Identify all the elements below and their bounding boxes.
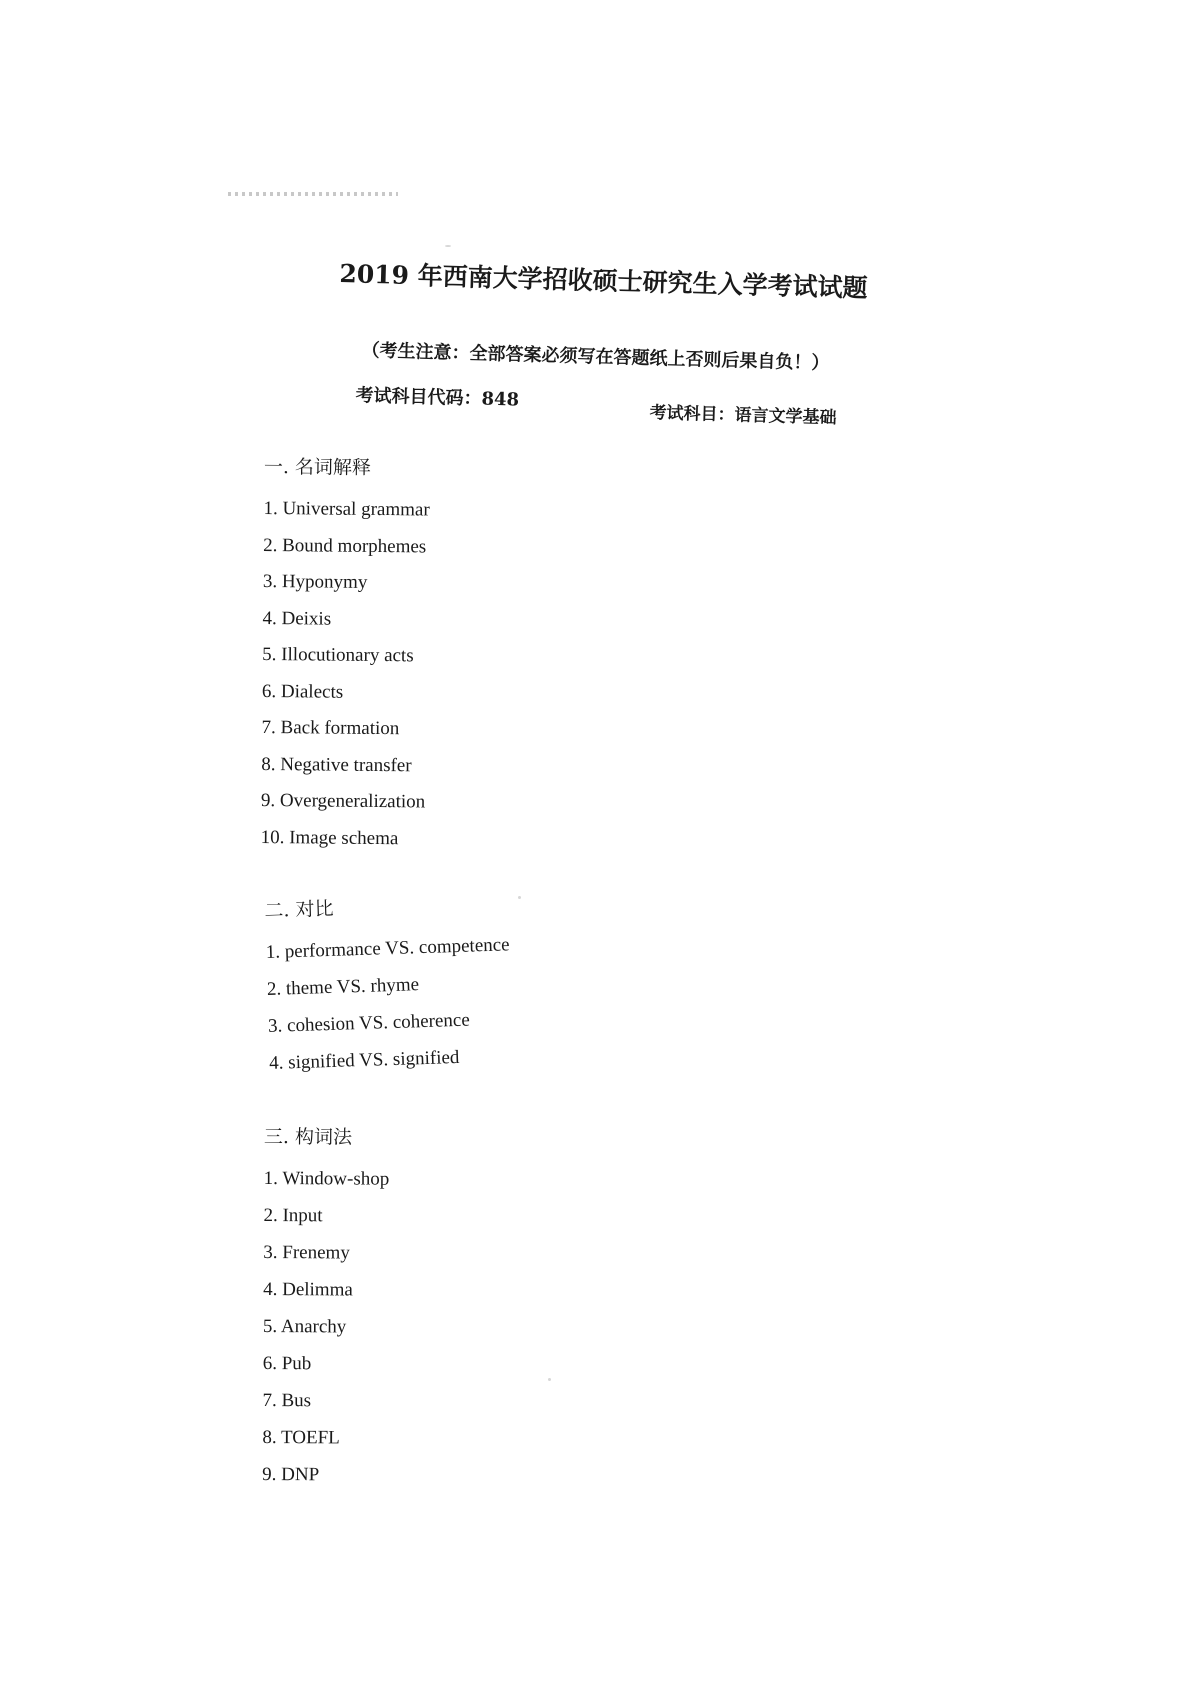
scan-speck [518,896,521,899]
question-item: 6. Dialects [261,680,344,703]
subject-code: 考试科目代码：848 [355,384,520,411]
question-item: 2. theme VS. rhyme [266,974,420,1000]
exam-title: 2019 年西南大学招收硕士研究生入学考试试题 [339,258,868,303]
question-list [261,497,430,851]
question-item: 7. Back formation [261,716,400,740]
subject-name: 考试科目：语言文学基础 [649,402,837,429]
question-item: 4. Deixis [262,607,332,630]
question-item: 9. DNP [262,1463,320,1486]
scan-speck [445,245,451,247]
question-item: 5. Anarchy [262,1315,347,1338]
section-heading: 一. 名词解释 [263,455,372,479]
section-comparison [264,888,514,1089]
question-list [262,1167,389,1488]
question-item: 1. Universal grammar [263,497,430,521]
question-item: 4. signified VS. signified [268,1046,460,1074]
question-item: 5. Illocutionary acts [262,643,414,667]
question-item: 2. Input [263,1204,323,1227]
exam-notice: （考生注意：全部答案必须写在答题纸上否则后果自负！） [361,339,830,375]
scan-speck [548,1378,551,1381]
question-item: 9. Overgeneralization [260,789,426,813]
scan-artifact [228,192,398,196]
question-item: 8. TOEFL [262,1426,340,1449]
question-item: 1. performance VS. competence [265,934,510,963]
question-item: 3. Frenemy [263,1241,350,1264]
question-list [265,933,513,1076]
question-item: 1. Window-shop [263,1167,390,1190]
question-item: 4. Delimma [263,1278,353,1301]
question-item: 8. Negative transfer [261,753,412,776]
question-item: 6. Pub [262,1352,312,1375]
section-heading: 三. 构词法 [263,1126,353,1149]
question-item: 7. Bus [262,1389,312,1412]
section-heading: 二. 对比 [264,897,334,922]
question-item: 3. cohesion VS. coherence [267,1009,471,1037]
question-item: 2. Bound morphemes [263,534,427,557]
section-term-definitions [260,452,430,863]
question-item: 3. Hyponymy [262,570,368,593]
question-item: 10. Image schema [260,826,399,849]
section-word-formation [262,1122,390,1501]
